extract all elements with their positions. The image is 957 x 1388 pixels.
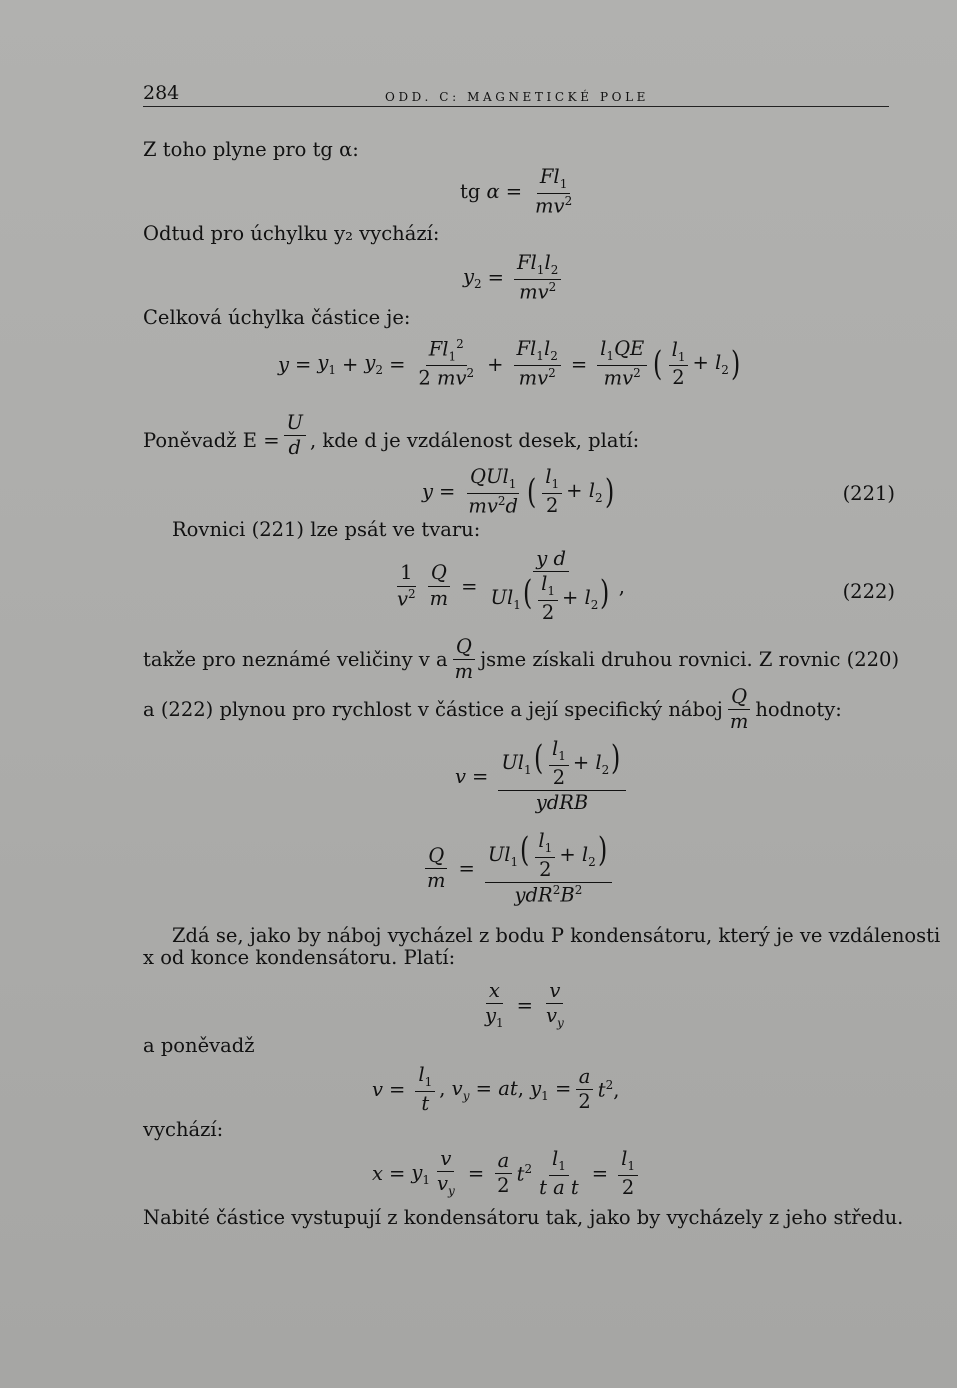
equation-velocity: v = $Ul_1$( $\frac{l_1}{2}$ + $l_2$) ydRB [455,738,630,815]
paragraph-7: a (222) plynou pro rychlost v částice a její specifický náboj $\frac{Q}{m}$ hodnoty: [143,685,842,734]
paragraph-4-end: , kde d je vzdálenost desek, platí: [309,429,640,453]
paragraph-2: Odtud pro úchylku y₂ vychází: [143,222,440,245]
equation-221: y = $\frac{QUl_1}{mv^2d}$ ( $\frac{l_1}{2}$ + $l_2$ ) [422,465,614,518]
paragraph-1: Z toho plyne pro tg α: [143,138,359,161]
paragraph-7-start: a (222) plynou pro rychlost v částice a její specifický náboj [143,698,723,722]
paragraph-8: Zdá se, jako by náboj vycházel z bodu P kondensátoru, který je ve vzdálenosti [172,924,941,947]
paragraph-5: Rovnici (221) lze psát ve tvaru: [172,518,481,541]
paragraph-4: Poněvadž E = $\frac{U}{d}$ , kde d je vzdálenost desek, platí: [143,411,640,460]
paragraph-6-start: takže pro neznámé veličiny v a [143,648,448,672]
equation-number-221: (221) [842,482,895,505]
equation-specific-charge: $\frac{Q}{m}$ = $Ul_1$( $\frac{l_1}{2}$ + $l_2$) $ydR^2B^2$ [420,830,616,907]
paragraph-6-end: jsme získali druhou rovnici. Z rovnic (220) [480,648,900,672]
paragraph-11: vychází: [143,1118,224,1141]
page-number: 284 [143,82,180,104]
paragraph-9: x od konce kondensátoru. Platí: [143,946,456,969]
paragraph-10: a poněvadž [143,1034,255,1057]
equation-y2: $y_2$ = $\frac{Fl_1l_2}{mv^2}$ [463,252,565,304]
equation-ratio: $\frac{x}{y_1}$ = $\frac{v}{v_y}$ [485,979,564,1031]
paragraph-4-start: Poněvadž E = [143,429,280,453]
equation-kinematics: v = $\frac{l_1}{t}$ , $v_y$ = at, $y_1$ = $\frac{a}{2}$ $t^2$, [372,1063,620,1115]
paragraph-7-end: hodnoty: [755,698,842,722]
equation-x-result: x = $y_1$ $\frac{v}{v_y}$ = $\frac{a}{2}$ $t^2$ $\frac{l_1}{\text{t a t}}$ = $\frac{l_1}{2}$ [372,1148,642,1199]
equation-total-deflection: y = $y_1$ + $y_2$ = $\frac{Fl_1^2}{2 mv^2}$ + $\frac{Fl_1l_2}{mv^2}$ = $\frac{l_1QE}{mv^2}$ ( $\frac{l_1}{2}$ + $l_2$ ) [278,337,741,390]
paragraph-12: Nabité částice vystupují z kondensátoru tak, jako by vycházely z jeho středu. [143,1206,904,1229]
equation-number-222: (222) [842,580,895,603]
equation-222: $\frac{1}{v^2}$ $\frac{Q}{m}$ = y d $Ul_1$( $\frac{l_1}{2}$ + $l_2$) , [397,547,625,625]
paragraph-3: Celková úchylka částice je: [143,306,411,329]
equation-tg-alpha: tg α = $\frac{Fl_1}{mv^2}$ [460,165,573,218]
paragraph-6: takže pro neznámé veličiny v a $\frac{Q}{m}$ jsme získali druhou rovnici. Z rovnic (220) [143,635,900,684]
header-rule [143,106,889,107]
running-header: ODD. C: MAGNETICKÉ POLE [385,90,650,104]
